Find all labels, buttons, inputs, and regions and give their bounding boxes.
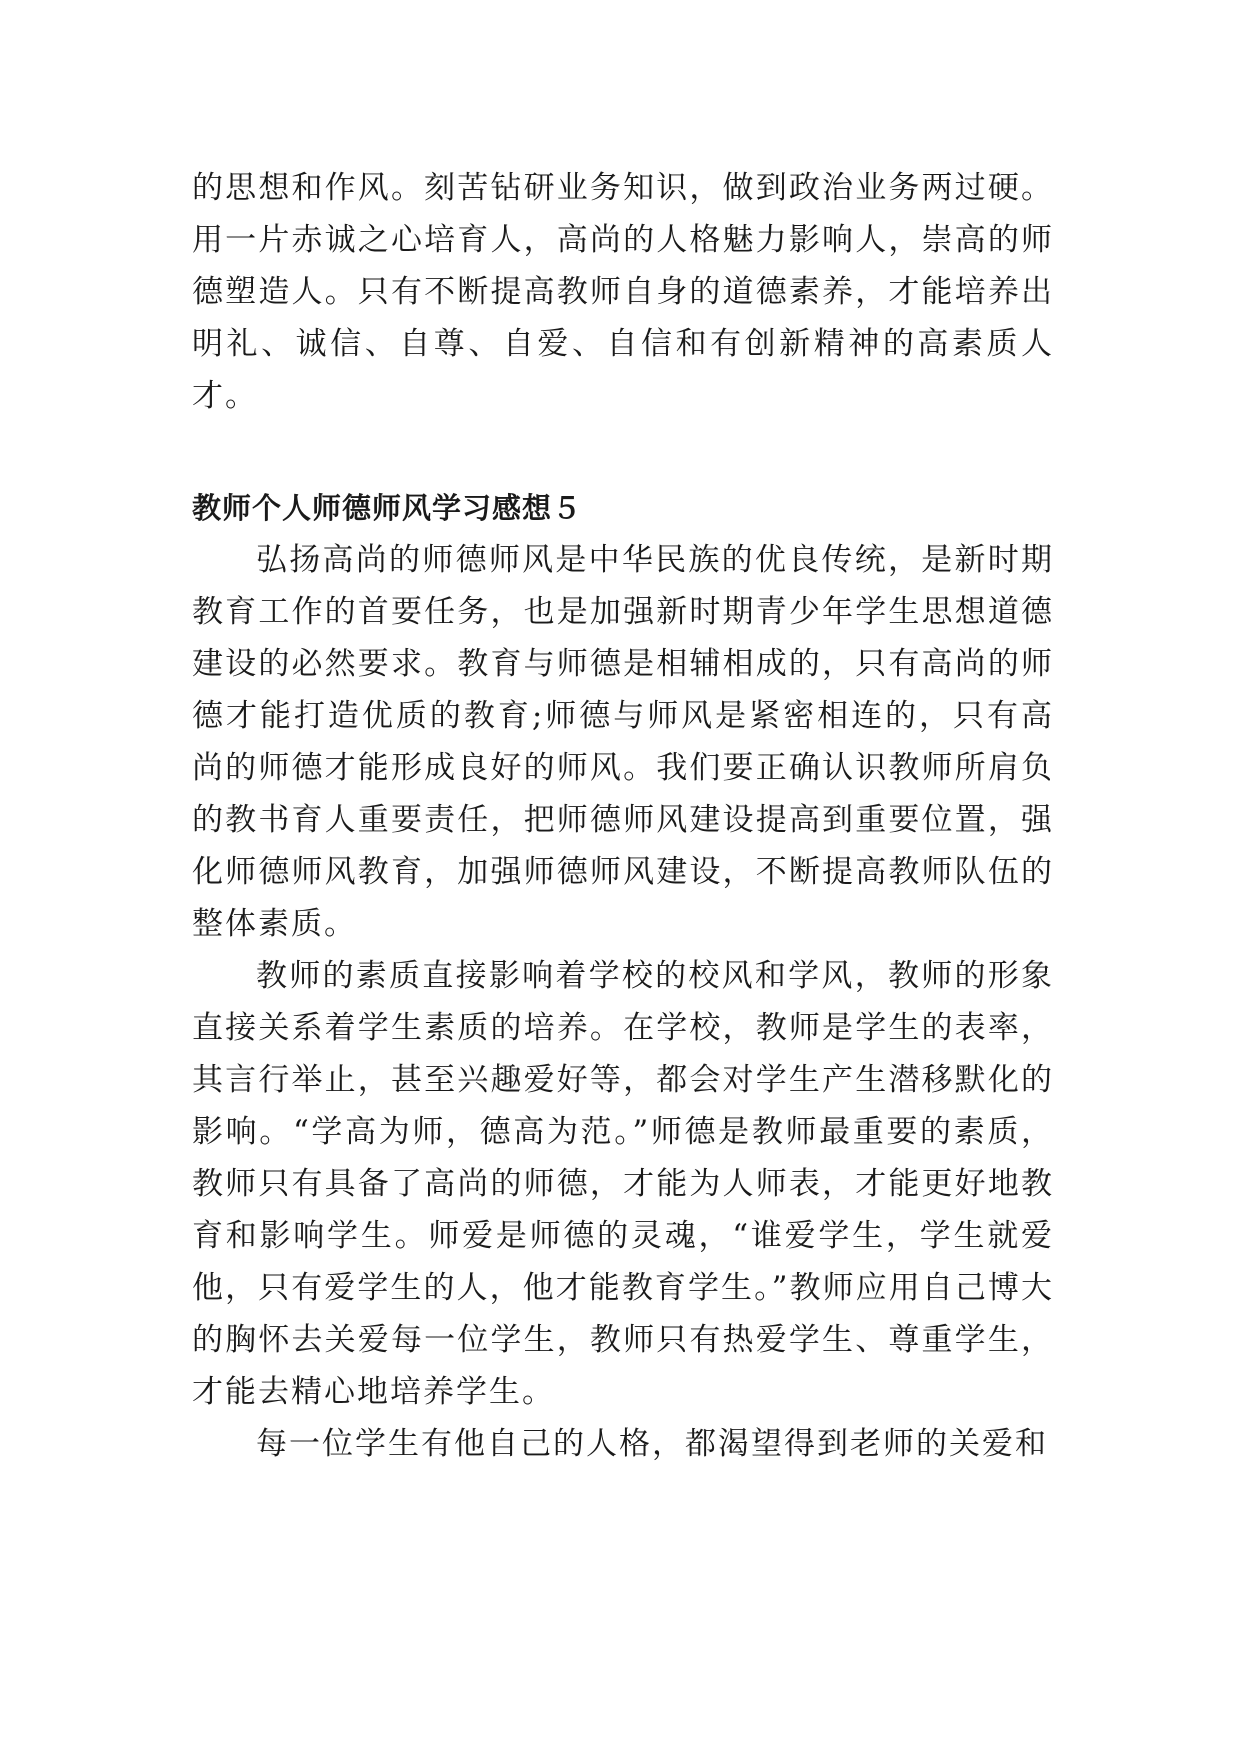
continuation-paragraph: 的思想和作风。刻苦钻研业务知识，做到政治业务两过硬。用一片赤诚之心培育人，高尚的人格魅力影响人，崇高的师德塑造人。只有不断提高教师自身的道德素养，才能培养出明礼、诚信、自尊、自爱、自信和有创新精神的高素质人才。 <box>192 170 1054 414</box>
body-paragraph-3: 每一位学生有他自己的人格，都渴望得到老师的关爱和 <box>256 1426 1048 1462</box>
section-heading: 教师个人师德师风学习感想５ <box>192 491 583 525</box>
document-body <box>192 162 1054 1470</box>
body-paragraph-2: 教师的素质直接影响着学校的校风和学风，教师的形象直接关系着学生素质的培养。在学校，教师是学生的表率，其言行举止，甚至兴趣爱好等，都会对学生产生潜移默化的影响。“学高为师，德高为范。”师德是教师最重要的素质，教师只有具备了高尚的师德，才能为人师表，才能更好地教育和影响学生。师爱是师德的灵魂，“谁爱学生，学生就爱他，只有爱学生的人，他才能教育学生。”教师应用自己博大的胸怀去关爱每一位学生，教师只有热爱学生、尊重学生，才能去精心地培养学生。 <box>192 958 1054 1410</box>
body-paragraph-1: 弘扬高尚的师德师风是中华民族的优良传统，是新时期教育工作的首要任务，也是加强新时期青少年学生思想道德建设的必然要求。教育与师德是相辅相成的，只有高尚的师德才能打造优质的教育;师德与师风是紧密相连的，只有高尚的师德才能形成良好的师风。我们要正确认识教师所肩负的教书育人重要责任，把师德师风建设提高到重要位置，强化师德师风教育，加强师德师风建设，不断提高教师队伍的整体素质。 <box>192 542 1054 942</box>
